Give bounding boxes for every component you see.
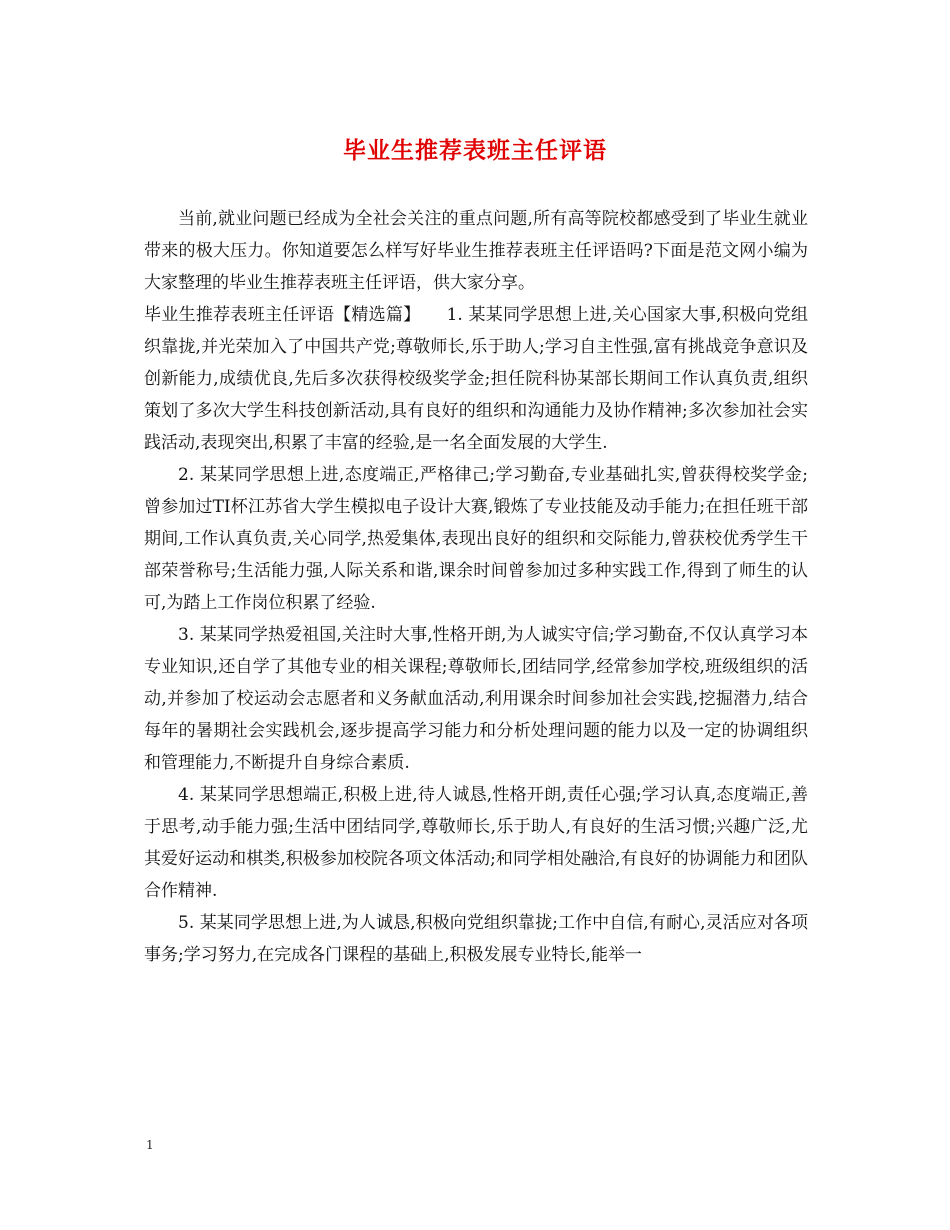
page-number: 1 [146, 1138, 154, 1152]
comment-paragraph-2: 2. 某某同学思想上进,态度端正,严格律己;学习勤奋,专业基础扎实,曾获得校奖学金;曾参加过TI杯江苏省大学生模拟电子设计大赛,锻炼了专业技能及动手能力;在担任班干部期间,工作认真负责,关心同学,热爱集体,表现出良好的组织和交际能力,曾获校优秀学生干部荣誉称号;生活能力强,人际关系和谐,课余时间曾参加过多种实践工作,得到了师生的认可,为踏上工作岗位积累了经验. [144, 465, 808, 613]
intro-paragraph: 当前,就业问题已经成为全社会关注的重点问题,所有高等院校都感受到了毕业生就业带来的极大压力。你知道要怎么样写好毕业生推荐表班主任评语吗?下面是范文网小编为大家整理的毕业生推荐表班主任评语，供大家分享。 [144, 209, 808, 293]
comment-paragraph-5: 5. 某某同学思想上进,为人诚恳,积极向党组织靠拢;工作中自信,有耐心,灵活应对各项事务;学习努力,在完成各门课程的基础上,积极发展专业特长,能举一 [144, 913, 808, 965]
comment-paragraph-3: 3. 某某同学热爱祖国,关注时大事,性格开朗,为人诚实守信;学习勤奋,不仅认真学习本专业知识,还自学了其他专业的相关课程;尊敬师长,团结同学,经常参加学校,班级组织的活动,并参加了校运动会志愿者和义务献血活动,利用课余时间参加社会实践,挖掘潜力,结合每年的暑期社会实践机会,逐步提高学习能力和分析处理问题的能力以及一定的协调组织和管理能力,不断提升自身综合素质. [144, 625, 808, 773]
comment-paragraph-4: 4. 某某同学思想端正,积极上进,待人诚恳,性格开朗,责任心强;学习认真,态度端正,善于思考,动手能力强;生活中团结同学,尊敬师长,乐于助人,有良好的生活习惯;兴趣广泛,尤其爱好运动和棋类,积极参加校院各项文体活动;和同学相处融洽,有良好的协调能力和团队合作精神. [144, 785, 808, 901]
document-title: 毕业生推荐表班主任评语 [343, 137, 607, 164]
document-body [144, 203, 808, 971]
section-heading-paragraph: 毕业生推荐表班主任评语【精选篇】 1. 某某同学思想上进,关心国家大事,积极向党组织靠拢,并光荣加入了中国共产党;尊敬师长,乐于助人;学习自主性强,富有挑战竞争意识及创新能力,成绩优良,先后多次获得校级奖学金;担任院科协某部长期间工作认真负责,组织策划了多次大学生科技创新活动,具有良好的组织和沟通能力及协作精神;多次参加社会实践活动,表现突出,积累了丰富的经验,是一名全面发展的大学生. [144, 305, 808, 453]
